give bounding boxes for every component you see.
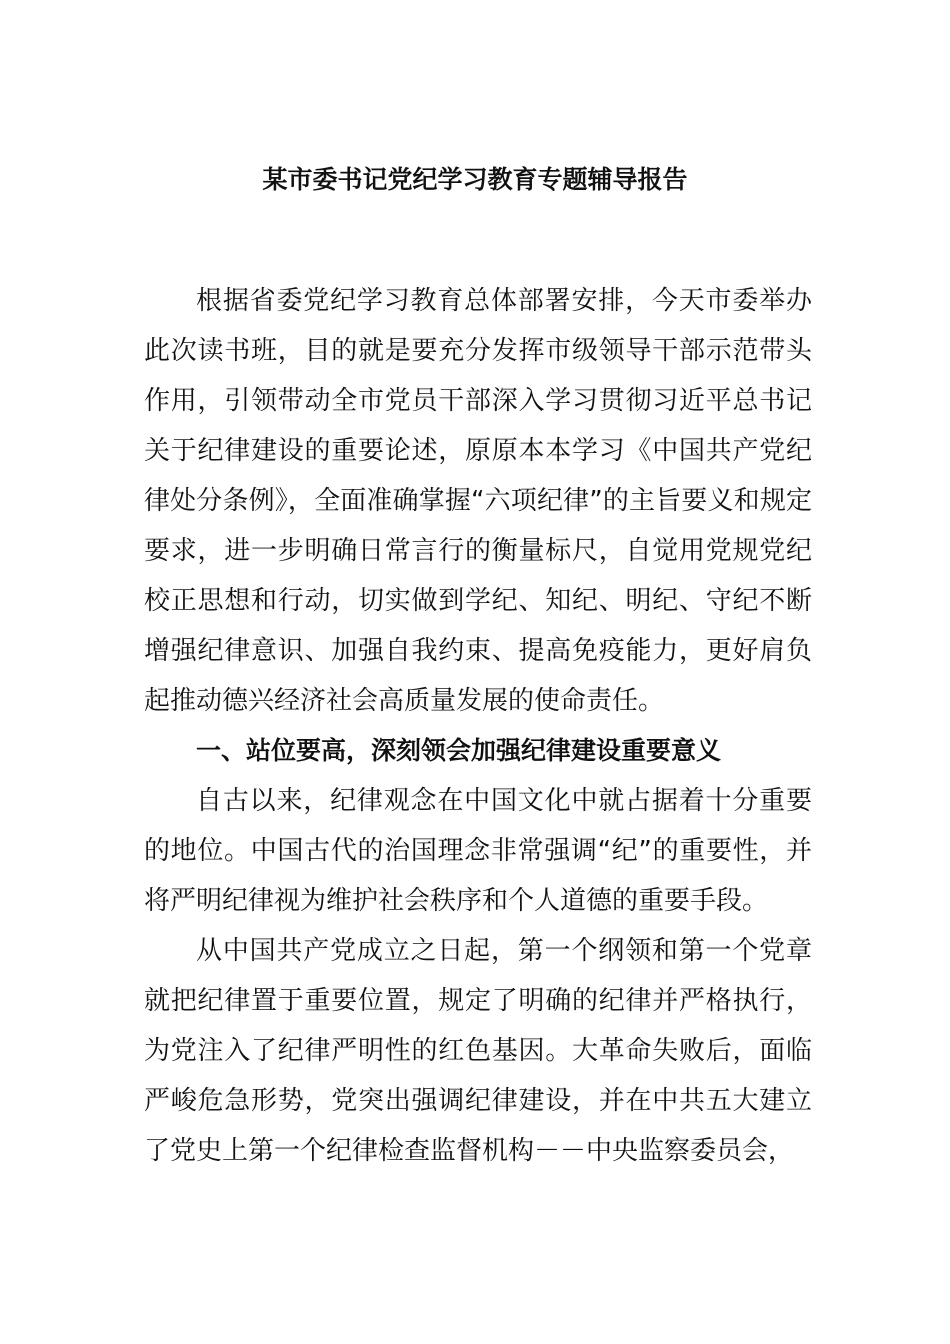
paragraph-intro: 根据省委党纪学习教育总体部署安排，今天市委举办此次读书班，目的就是要充分发挥市级领导干部示范带头作用，引领带动全市党员干部深入学习贯彻习近平总书记关于纪律建设的重要论述，原原本本学习《中国共产党纪律处分条例》，全面准确掌握“六项纪律”的主旨要义和规定要求，进一步明确日常言行的衡量标尺，自觉用党规党纪校正思想和行动，切实做到学纪、知纪、明纪、守纪不断增强纪律意识、加强自我约束、提高免疫能力，更好肩负起推动德兴经济社会高质量发展的使命责任。 [144,286,812,716]
paragraph-party-founding: 从中国共产党成立之日起，第一个纲领和第一个党章就把纪律置于重要位置，规定了明确的纪律并严格执行，为党注入了纪律严明性的红色基因。大革命失败后，面临严峻危急形势，党突出强调纪律建设，并在中共五大建立了党史上第一个纪律检查监督机构－－中央监察委员会， [144,936,812,1166]
document-title: 某市委书记党纪学习教育专题辅导报告 [262,165,688,194]
document-body [144,276,812,1176]
paragraph-history: 自古以来，纪律观念在中国文化中就占据着十分重要的地位。中国古代的治国理念非常强调“纪”的重要性，并将严明纪律视为维护社会秩序和个人道德的重要手段。 [144,786,812,916]
section-heading-1: 一、站位要高，深刻领会加强纪律建设重要意义 [196,736,722,765]
